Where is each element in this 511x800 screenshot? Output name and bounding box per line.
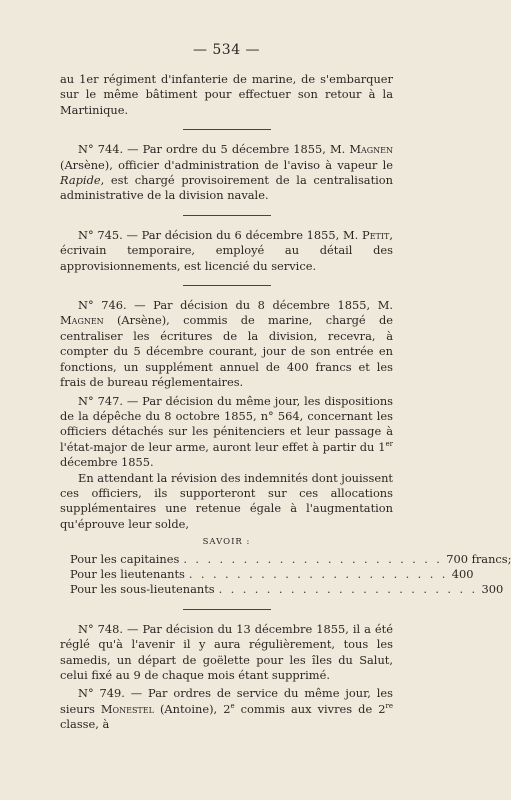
entry-749: N° 749. — Par ordres de service du même jour, les sieurs Monestel (Antoine), 2e commis aux vivres de 2re classe, à: [60, 686, 393, 732]
separator-rule: [183, 215, 271, 216]
dot-leader: . . . . . . . . . . . . . . . . . . . . . .: [188, 566, 448, 581]
dot-leader: . . . . . . . . . . . . . . . . . . . . . .: [218, 582, 478, 597]
person-name: Petit: [362, 227, 390, 242]
separator-rule: [183, 129, 271, 130]
entry-number: N° 746.: [78, 298, 127, 313]
entry-number: N° 747.: [78, 393, 123, 408]
allowance-amount: 400: [451, 566, 474, 581]
allowance-row: [70, 566, 474, 582]
entry-number: N° 749.: [78, 686, 125, 701]
entry-745: N° 745. — Par décision du 6 décembre 1855, M. Petit, écrivain temporaire, employé au détail des approvisionnements, est licencié du service.: [60, 227, 393, 273]
allowance-row: [70, 582, 504, 597]
entry-number: N° 748.: [78, 621, 124, 636]
entry-746: N° 746. — Par décision du 8 décembre 1855, M. Magnen (Arsène), commis de marine, chargé de centraliser les écritures de la division, recevra, à compter du 5 décembre courant, jour de son entrée en fonctions, un supplément annuel de 400 francs et les frais de bureau réglementaires.: [60, 298, 393, 390]
page-number: — 534 —: [192, 42, 261, 58]
allowance-label: Pour les capitaines: [70, 551, 180, 566]
savoir-heading: SAVOIR :: [202, 537, 251, 548]
allowance-amount: 300: [481, 582, 504, 597]
paragraph-continuation: au 1er régiment d'infanterie de marine, de s'embarquer sur le même bâtiment pour effectuer son retour à la Martinique.: [60, 72, 393, 117]
allowance-row: [70, 551, 511, 567]
separator-rule: [183, 285, 271, 286]
allowance-amount: 700 francs;: [446, 551, 511, 566]
page-body: [60, 72, 511, 733]
person-name: Monestel: [100, 701, 154, 716]
dot-leader: . . . . . . . . . . . . . . . . . . . . . .: [183, 551, 443, 566]
entry-number: N° 744.: [78, 142, 124, 157]
person-name: Magnen: [349, 142, 393, 157]
entry-747-continuation: En attendant la révision des indemnités dont jouissent ces officiers, ils supporteront sur ces allocations supplémentaires une retenue égale à l'augmentation qu'éprouve leur solde,: [60, 470, 394, 531]
ship-name: Rapide: [60, 173, 101, 188]
separator-rule: [183, 609, 271, 610]
person-name: Magnen: [60, 313, 104, 328]
entry-747: N° 747. — Par décision du même jour, les dispositions de la dépêche du 8 octobre 1855, n° 564, concernant les officiers détachés sur les pénitenciers et leur passage à l'état-major de leur arme, auront leur effet à partir du 1er décembre 1855.: [60, 393, 393, 470]
entry-748: N° 748. — Par décision du 13 décembre 1855, il a été réglé qu'à l'avenir il y aura régulièrement, tous les samedis, un départ de goëlette pour les îles du Salut, celui fixé au 9 de chaque mois étant supprimé.: [60, 621, 393, 682]
allowance-label: Pour les sous-lieutenants: [70, 582, 215, 597]
allowance-label: Pour les lieutenants: [70, 566, 185, 581]
entry-744: N° 744. — Par ordre du 5 décembre 1855, M. Magnen (Arsène), officier d'administration de l'aviso à vapeur le Rapide, est chargé provisoirement de la centralisation administrative de la division navale.: [60, 142, 393, 203]
entry-number: N° 745.: [78, 227, 123, 242]
